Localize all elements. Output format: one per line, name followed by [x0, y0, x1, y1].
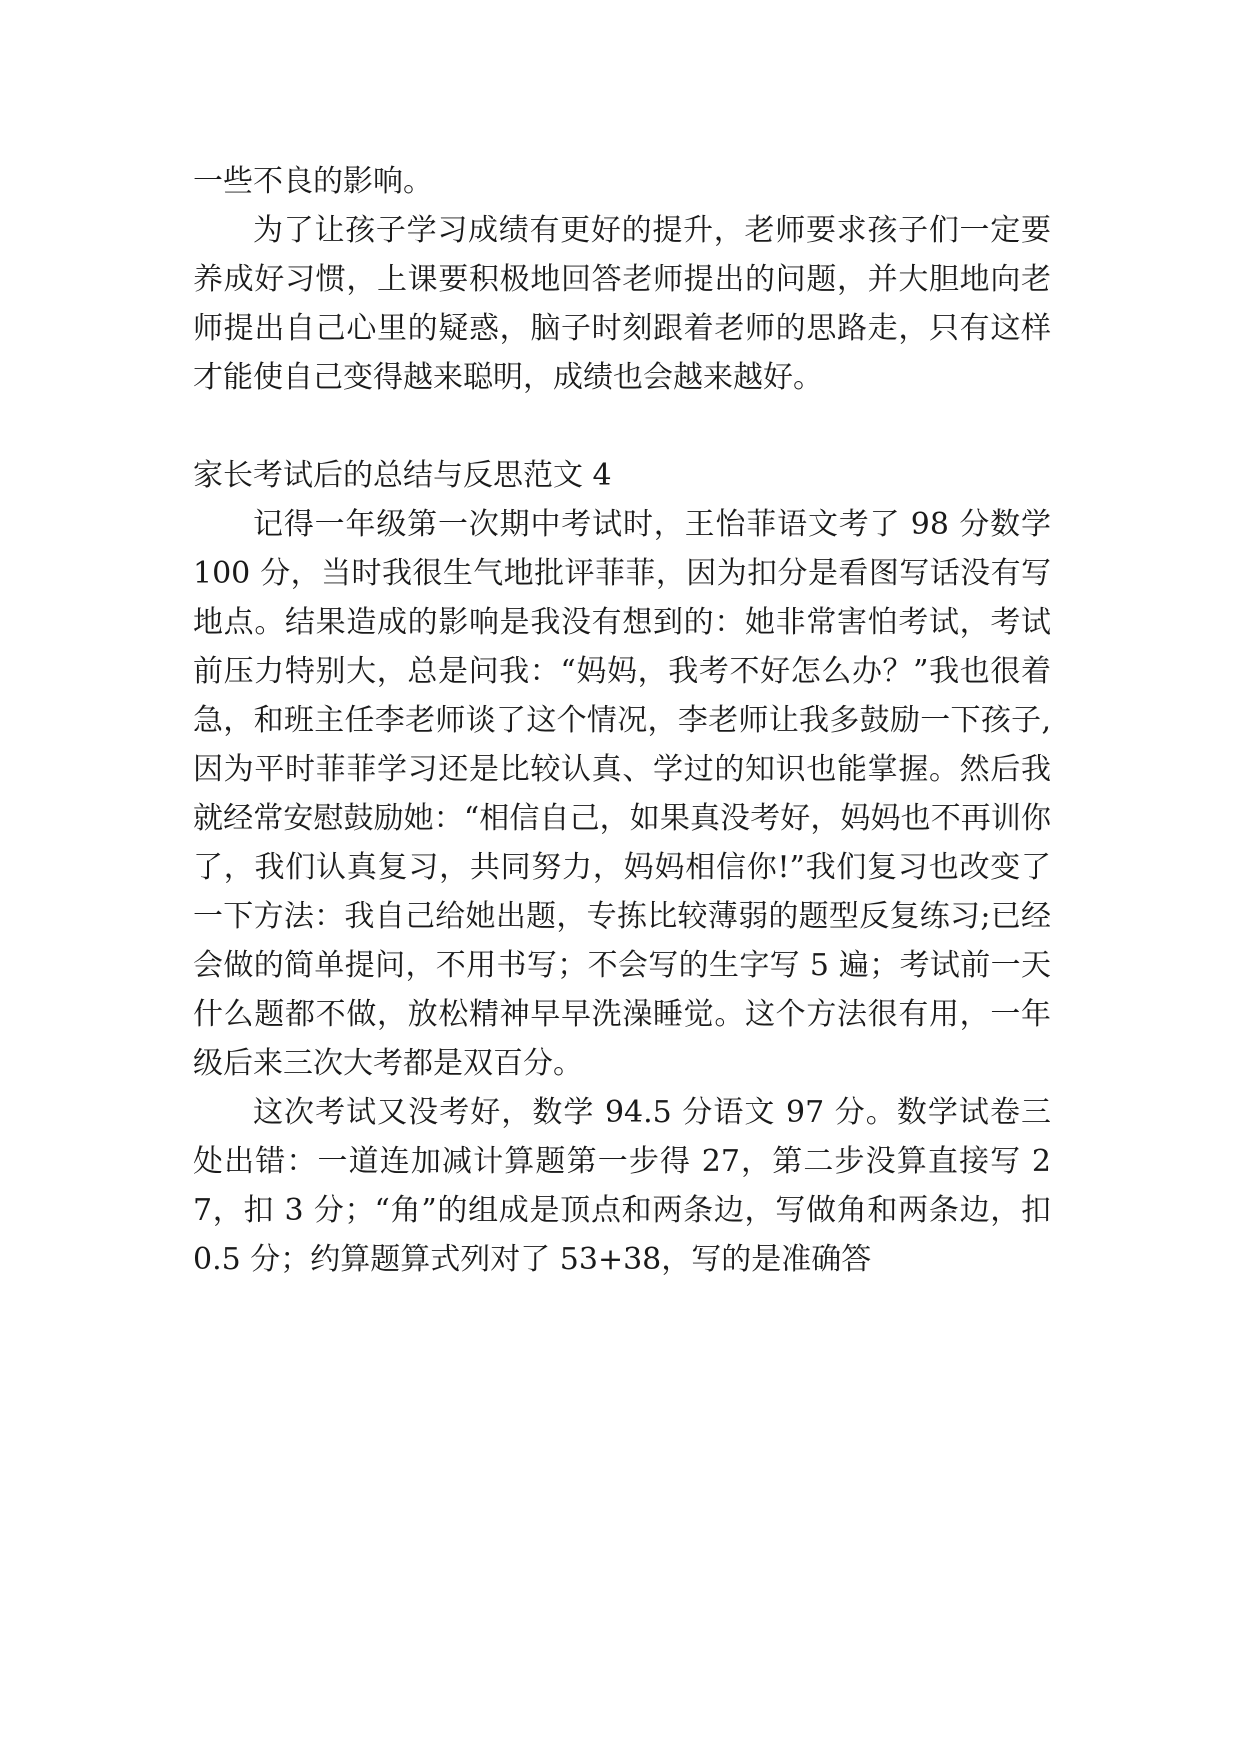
- paragraph-current-exam: 这次考试又没考好，数学 94.5 分语文 97 分。数学试卷三处出错：一道连加减计算题第一步得 27，第二步没算直接写 27，扣 3 分；“角”的组成是顶点和两条边，写做角和两条边，扣 0.5 分；约算题算式列对了 53+38，写的是准确答: [193, 1095, 1051, 1277]
- paragraph-first-exam: 记得一年级第一次期中考试时，王怡菲语文考了 98 分数学 100 分，当时我很生气地批评菲菲，因为扣分是看图写话没有写地点。结果造成的影响是我没有想到的：她非常害怕考试，考试前压力特别大，总是问我：“妈妈，我考不好怎么办？”我也很着急，和班主任李老师谈了这个情况，李老师让我多鼓励一下孩子,因为平时菲菲学习还是比较认真、学过的知识也能掌握。然后我就经常安慰鼓励她：“相信自己，如果真没考好，妈妈也不再训你了，我们认真复习，共同努力，妈妈相信你!”我们复习也改变了一下方法：我自己给她出题，专拣比较薄弱的题型反复练习;已经会做的简单提问，不用书写；不会写的生字写 5 遍；考试前一天什么题都不做，放松精神早早洗澡睡觉。这个方法很有用，一年级后来三次大考都是双百分。: [193, 507, 1051, 1081]
- paragraph-teacher-advice: 为了让孩子学习成绩有更好的提升，老师要求孩子们一定要养成好习惯，上课要积极地回答老师提出的问题，并大胆地向老师提出自己心里的疑惑，脑子时刻跟着老师的思路走，只有这样才能使自己变得越来聪明，成绩也会越来越好。: [193, 213, 1051, 395]
- section-heading: 家长考试后的总结与反思范文 4: [193, 458, 612, 493]
- document-body: [193, 157, 1051, 1284]
- paragraph-continuation: 一些不良的影响。: [193, 164, 433, 199]
